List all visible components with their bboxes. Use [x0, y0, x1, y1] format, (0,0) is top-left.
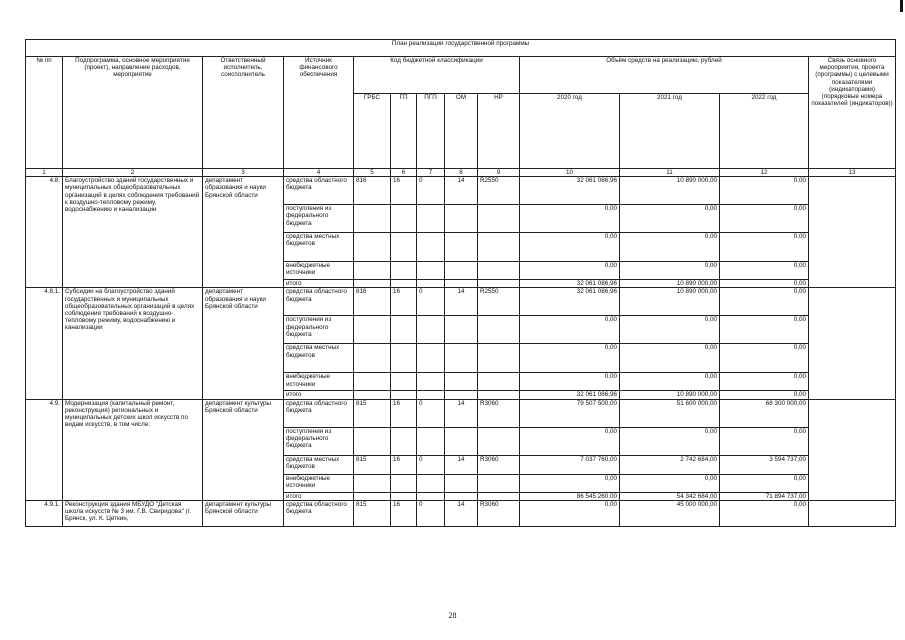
pgp-code: [417, 474, 445, 492]
nr-code: [478, 427, 520, 455]
item-number: 4.9.1.: [26, 500, 63, 526]
source-label: поступления из федерального бюджета: [284, 427, 354, 455]
col-bcc-header: Код бюджетной классификации: [354, 57, 520, 94]
indicator-link: [809, 500, 896, 526]
amount-2020: 7 037 760,00: [520, 455, 620, 474]
nr-code: R2550: [478, 177, 520, 205]
total-2020: 32 061 086,96: [520, 280, 620, 288]
column-number: 7: [417, 169, 445, 177]
gp-code: [391, 233, 417, 262]
pgp-code: [417, 316, 445, 344]
om-code: 14: [445, 399, 478, 427]
nr-code: R3060: [478, 500, 520, 526]
om-code: 14: [445, 177, 478, 205]
block-4-9: [26, 399, 896, 500]
om-code: [445, 373, 478, 391]
grbs-code: 815: [354, 399, 391, 427]
amount-2021: 0,00: [620, 233, 720, 262]
nr-code: [478, 233, 520, 262]
grbs-code: 815: [354, 500, 391, 526]
pgp-code: [417, 344, 445, 373]
gp-code: 16: [391, 399, 417, 427]
column-number-row: [26, 169, 896, 177]
grbs-code: [354, 373, 391, 391]
gp-code: [391, 373, 417, 391]
col-gp-header: ГП: [391, 94, 417, 169]
total-label: итого: [284, 492, 354, 500]
col-executor-header: Ответственный исполнитель, соисполнитель: [203, 57, 284, 169]
amount-2021: 0,00: [620, 205, 720, 233]
col-2021-header: 2021 год: [620, 94, 720, 169]
col-pgp-header: ПГП: [417, 94, 445, 169]
om-code: 14: [445, 288, 478, 316]
column-number: 9: [478, 169, 520, 177]
amount-2022: 0,00: [720, 427, 809, 455]
col-nr-header: НР: [478, 94, 520, 169]
total-2020: 32 061 086,96: [520, 391, 620, 399]
grbs-code: 816: [354, 177, 391, 205]
source-label: поступления из федерального бюджета: [284, 316, 354, 344]
column-number: 3: [203, 169, 284, 177]
col-volume-header: Объём средств на реализацию, рублей: [520, 57, 809, 94]
col-source-header: Источник финансового обеспечения: [284, 57, 354, 169]
grbs-code: [354, 205, 391, 233]
column-number: 8: [445, 169, 478, 177]
total-label: итого: [284, 391, 354, 399]
col-subprogram-header: Подпрограмма, основное мероприятие (проект), направление расходов, мероприятие: [63, 57, 203, 169]
amount-2020: 0,00: [520, 316, 620, 344]
amount-2022: 68 300 000,00: [720, 399, 809, 427]
amount-2022: 0,00: [720, 373, 809, 391]
gp-code: [391, 427, 417, 455]
indicator-link: [809, 399, 896, 500]
column-number: 1: [26, 169, 63, 177]
source-label: внебюджетные источники: [284, 373, 354, 391]
om-code: [445, 262, 478, 280]
grbs-code: [354, 262, 391, 280]
source-label: внебюджетные источники: [284, 474, 354, 492]
source-label: внебюджетные источники: [284, 262, 354, 280]
amount-2020: 0,00: [520, 427, 620, 455]
gp-code: 16: [391, 177, 417, 205]
grbs-code: 815: [354, 455, 391, 474]
item-executor: департамент культуры Брянской области: [203, 500, 284, 526]
om-code: 14: [445, 500, 478, 526]
total-label: итого: [284, 280, 354, 288]
column-number: 6: [391, 169, 417, 177]
amount-2020: 0,00: [520, 205, 620, 233]
pgp-code: 0: [417, 177, 445, 205]
amount-2020: 0,00: [520, 344, 620, 373]
gp-code: [391, 474, 417, 492]
pgp-code: [417, 373, 445, 391]
pgp-code: [417, 205, 445, 233]
amount-2021: 51 600 000,00: [620, 399, 720, 427]
source-label: средства областного бюджета: [284, 500, 354, 526]
total-2021: 10 890 000,00: [620, 280, 720, 288]
col-2022-header: 2022 год: [720, 94, 809, 169]
nr-code: [478, 373, 520, 391]
item-executor: департамент культуры Брянской области: [203, 399, 284, 500]
amount-2021: 10 890 000,00: [620, 177, 720, 205]
amount-2022: 0,00: [720, 262, 809, 280]
amount-2021: 2 742 684,00: [620, 455, 720, 474]
item-number: 4.8.1.: [26, 288, 63, 399]
amount-2022: 0,00: [720, 177, 809, 205]
amount-2021: 10 890 000,00: [620, 288, 720, 316]
gp-code: [391, 205, 417, 233]
gp-code: 16: [391, 288, 417, 316]
column-number: 13: [809, 169, 896, 177]
column-number: 11: [620, 169, 720, 177]
nr-code: [478, 344, 520, 373]
column-number: 4: [284, 169, 354, 177]
om-code: 14: [445, 455, 478, 474]
col-grbs-header: ГРБС: [354, 94, 391, 169]
nr-code: R2550: [478, 288, 520, 316]
item-executor: департамент образования и науки Брянской области: [203, 177, 284, 288]
amount-2020: 0,00: [520, 474, 620, 492]
gp-code: [391, 344, 417, 373]
amount-2021: 0,00: [620, 316, 720, 344]
pgp-code: 0: [417, 399, 445, 427]
om-code: [445, 316, 478, 344]
total-2022: 0,00: [720, 391, 809, 399]
column-number: 12: [720, 169, 809, 177]
total-2022: 71 894 737,00: [720, 492, 809, 500]
amount-2021: 0,00: [620, 427, 720, 455]
source-label: поступления из федерального бюджета: [284, 205, 354, 233]
pgp-code: [417, 262, 445, 280]
amount-2021: 0,00: [620, 474, 720, 492]
om-code: [445, 233, 478, 262]
total-2020: 86 545 260,00: [520, 492, 620, 500]
gp-code: 16: [391, 455, 417, 474]
grbs-code: [354, 427, 391, 455]
page-number: 28: [448, 611, 457, 620]
om-code: [445, 427, 478, 455]
item-name: Реконструкция здания МБУДО "Детская школа искусств № 3 им. Г.В. Свиридова" (г. Брянск, ул. К. Цеткин,: [63, 500, 203, 526]
amount-2020: 32 061 086,96: [520, 288, 620, 316]
total-2021: 10 890 000,00: [620, 391, 720, 399]
grbs-code: [354, 474, 391, 492]
source-label: средства областного бюджета: [284, 288, 354, 316]
item-name: Модернизация (капитальный ремонт, реконструкция) региональных и муниципальных детских школ искусств по видам искусств, в том числе:: [63, 399, 203, 500]
amount-2022: 0,00: [720, 344, 809, 373]
grbs-code: [354, 344, 391, 373]
column-number: 10: [520, 169, 620, 177]
amount-2022: 0,00: [720, 288, 809, 316]
gp-code: [391, 262, 417, 280]
amount-2022: 0,00: [720, 316, 809, 344]
amount-2021: 45 000 000,00: [620, 500, 720, 526]
source-label: средства областного бюджета: [284, 399, 354, 427]
amount-2020: 0,00: [520, 233, 620, 262]
nr-code: [478, 205, 520, 233]
pgp-code: [417, 427, 445, 455]
nr-code: [478, 262, 520, 280]
om-code: [445, 344, 478, 373]
amount-2020: 0,00: [520, 262, 620, 280]
grbs-code: [354, 316, 391, 344]
gp-code: 16: [391, 500, 417, 526]
amount-2020: 79 507 500,00: [520, 399, 620, 427]
amount-2022: 0,00: [720, 500, 809, 526]
gp-code: [391, 316, 417, 344]
col-link-header: Связь основного мероприятия, проекта (программы) с целевыми показателями (индикаторами) (порядковые номера показателей (индикаторов)): [809, 57, 896, 169]
item-executor: департамент образования и науки Брянской области: [203, 288, 284, 399]
item-number: 4.9.: [26, 399, 63, 500]
block-4-8-1: [26, 288, 896, 399]
amount-2021: 0,00: [620, 344, 720, 373]
nr-code: [478, 316, 520, 344]
om-code: [445, 205, 478, 233]
item-name: Благоустройство зданий государственных и муниципальных общеобразовательных организаций в целях соблюдения требований к воздушно-тепловому режиму, водоснабжению и канализации: [63, 177, 203, 288]
source-label: средства местных бюджетов: [284, 344, 354, 373]
total-2022: 0,00: [720, 280, 809, 288]
pgp-code: 0: [417, 455, 445, 474]
amount-2021: 0,00: [620, 373, 720, 391]
col-2020-header: 2020 год: [520, 94, 620, 169]
item-name: Субсидии на благоустройство зданий государственных и муниципальных общеобразовательных организаций в целях соблюдения требований к воздушно-тепловому режиму, водоснабжению и канализации: [63, 288, 203, 399]
indicator-link: [809, 288, 896, 399]
scan-edge-mark: [900, 0, 903, 12]
block-4-8: [26, 177, 896, 288]
col-om-header: ОМ: [445, 94, 478, 169]
source-label: средства местных бюджетов: [284, 455, 354, 474]
grbs-code: 816: [354, 288, 391, 316]
indicator-link: [809, 177, 896, 288]
nr-code: [478, 474, 520, 492]
block-4-9-1: [26, 500, 896, 526]
pgp-code: [417, 233, 445, 262]
source-label: средства областного бюджета: [284, 177, 354, 205]
total-2021: 54 342 684,00: [620, 492, 720, 500]
program-plan-table: [25, 39, 896, 527]
item-number: 4.8.: [26, 177, 63, 288]
nr-code: R3060: [478, 455, 520, 474]
amount-2022: 3 594 737,00: [720, 455, 809, 474]
amount-2022: 0,00: [720, 474, 809, 492]
amount-2020: 0,00: [520, 373, 620, 391]
om-code: [445, 474, 478, 492]
source-label: средства местных бюджетов: [284, 233, 354, 262]
amount-2021: 0,00: [620, 262, 720, 280]
table-title: План реализации государственной программы: [26, 40, 896, 57]
grbs-code: [354, 233, 391, 262]
amount-2022: 0,00: [720, 233, 809, 262]
amount-2022: 0,00: [720, 205, 809, 233]
amount-2020: 32 061 086,96: [520, 177, 620, 205]
amount-2020: 0,00: [520, 500, 620, 526]
column-number: 5: [354, 169, 391, 177]
column-number: 2: [63, 169, 203, 177]
pgp-code: 0: [417, 288, 445, 316]
nr-code: R3060: [478, 399, 520, 427]
col-num-header: № пп: [26, 57, 63, 169]
pgp-code: 0: [417, 500, 445, 526]
